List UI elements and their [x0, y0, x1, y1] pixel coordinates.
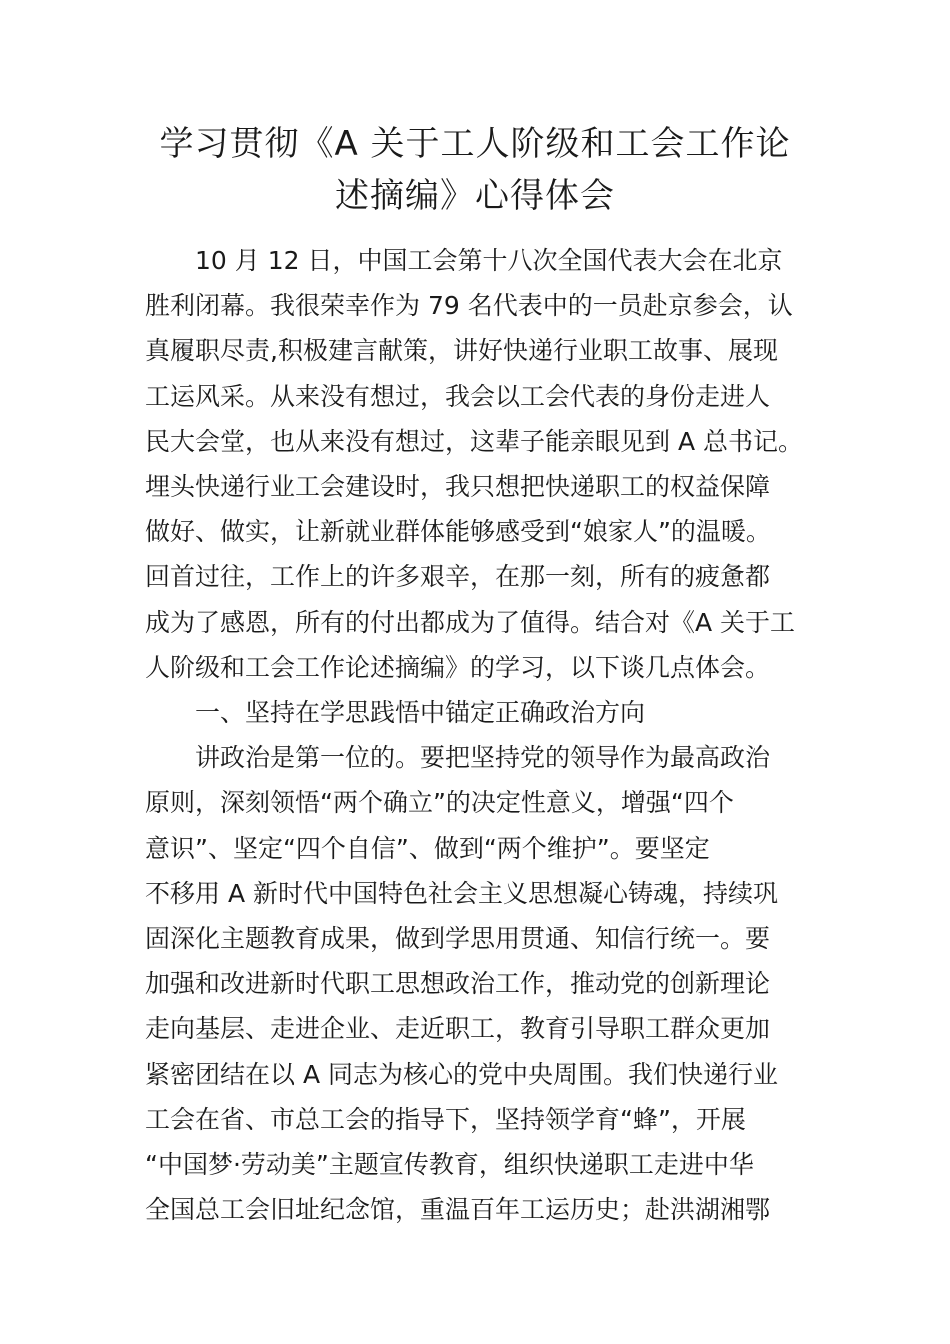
section-heading: 一、坚持在学思践悟中锚定正确政治方向 — [195, 698, 646, 727]
body-line: 人阶级和工会工作论述摘编》的学习，以下谈几点体会。 — [145, 652, 771, 682]
body-line: 10 月 12 日，中国工会第十八次全国代表大会在北京 — [195, 246, 783, 275]
body-line: 做好、做实，让新就业群体能够感受到“娘家人”的温暖。 — [145, 517, 771, 547]
body-line: 固深化主题教育成果，做到学思用贯通、知信行统一。要 — [145, 924, 771, 953]
body-line: 真履职尽责,积极建言献策，讲好快递行业职工故事、展现 — [145, 336, 778, 366]
body-line: 埋头快递行业工会建设时，我只想把快递职工的权益保障 — [145, 472, 771, 501]
body-line: 成为了感恩，所有的付出都成为了值得。结合对《A 关于工 — [145, 607, 796, 637]
body-line: “中国梦·劳动美”主题宣传教育，组织快递职工走进中华 — [145, 1150, 754, 1179]
body-line: 胜利闭幕。我很荣幸作为 79 名代表中的一员赴京参会，认 — [145, 291, 793, 321]
body-line: 紧密团结在以 A 同志为核心的党中央周围。我们快递行业 — [145, 1059, 778, 1089]
body-line: 加强和改进新时代职工思想政治工作，推动党的创新理论 — [145, 969, 771, 999]
document-title — [140, 118, 810, 222]
title-line: 述摘编》心得体会 — [335, 176, 615, 216]
body-line: 走向基层、走进企业、走近职工，教育引导职工群众更加 — [145, 1014, 771, 1044]
body-line: 工运风采。从来没有想过，我会以工会代表的身份走进人 — [145, 381, 771, 411]
body-line: 工会在省、市总工会的指导下，坚持领学育“蜂”，开展 — [145, 1104, 746, 1134]
body-line: 意识”、坚定“四个自信”、做到“两个维护”。要坚定 — [145, 833, 710, 863]
body-line: 民大会堂，也从来没有想过，这辈子能亲眼见到 A 总书记。 — [145, 426, 803, 456]
body-line: 回首过往，工作上的许多艰辛，在那一刻，所有的疲惫都 — [145, 562, 771, 592]
body-line: 原则，深刻领悟“两个确立”的决定性意义，增强“四个 — [145, 788, 734, 818]
body-line: 讲政治是第一位的。要把坚持党的领导作为最高政治 — [195, 743, 771, 773]
body-line: 不移用 A 新时代中国特色社会主义思想凝心铸魂，持续巩 — [145, 878, 778, 908]
body-line: 全国总工会旧址纪念馆，重温百年工运历史；赴洪湖湘鄂 — [145, 1195, 771, 1225]
title-line: 学习贯彻《A 关于工人阶级和工会工作论 — [159, 124, 791, 164]
